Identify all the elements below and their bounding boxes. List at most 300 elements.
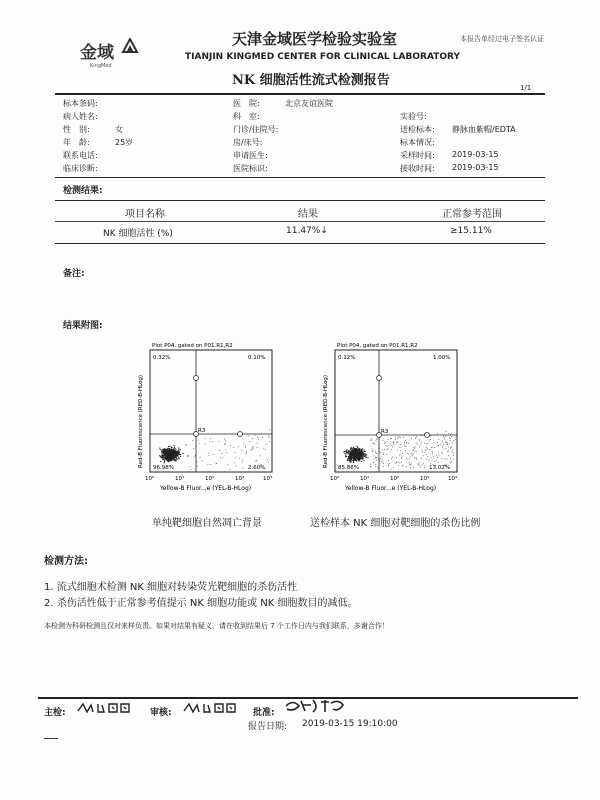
event-dot: [268, 435, 269, 436]
event-dot: [164, 461, 165, 462]
event-dot: [225, 449, 226, 450]
event-dot: [365, 454, 366, 455]
event-dot: [407, 453, 408, 454]
event-dot: [167, 455, 168, 456]
event-dot: [176, 454, 177, 455]
event-dot: [397, 450, 398, 451]
event-dot: [375, 451, 376, 452]
event-dot: [419, 439, 420, 440]
event-dot: [172, 453, 173, 454]
event-dot: [379, 460, 380, 461]
event-dot: [411, 438, 412, 439]
event-dot: [173, 445, 174, 446]
plot-1-gate-label: R3: [198, 428, 206, 434]
event-dot: [438, 445, 439, 446]
event-dot: [360, 454, 361, 455]
event-dot: [235, 457, 236, 458]
event-dot: [165, 449, 166, 450]
event-dot: [365, 456, 366, 457]
event-dot: [234, 447, 235, 448]
event-dot: [160, 456, 161, 457]
event-dot: [349, 451, 350, 452]
event-dot: [216, 463, 217, 464]
event-dot: [448, 455, 449, 456]
label-phone: 联系电话:: [63, 151, 98, 160]
event-dot: [242, 462, 243, 463]
event-dot: [345, 455, 346, 456]
event-dot: [391, 438, 392, 439]
event-dot: [363, 452, 364, 453]
label-clinic-no: 门诊/住院号:: [233, 125, 279, 134]
event-dot: [208, 464, 209, 465]
event-dot: [226, 440, 227, 441]
event-dot: [360, 457, 361, 458]
plot-1-tick-4: 10⁴: [263, 476, 273, 482]
event-dot: [408, 443, 409, 444]
event-dot: [224, 444, 225, 445]
event-dot: [388, 439, 389, 440]
event-dot: [411, 454, 412, 455]
event-dot: [416, 442, 417, 443]
event-dot: [378, 468, 379, 469]
event-dot: [162, 452, 163, 453]
event-dot: [187, 455, 188, 456]
plot-2-xlabel: Yellow-B Fluor...e (YEL-B-HLog): [345, 485, 437, 492]
event-dot: [222, 458, 223, 459]
event-dot: [432, 454, 433, 455]
event-dot: [393, 442, 394, 443]
event-dot: [391, 445, 392, 446]
event-dot: [210, 438, 211, 439]
event-dot: [380, 452, 381, 453]
event-dot: [433, 456, 434, 457]
event-dot: [433, 442, 434, 443]
value-sample-type: 静脉血紫帽/EDTA: [452, 125, 516, 134]
event-dot: [269, 429, 270, 430]
event-dot: [415, 451, 416, 452]
plot-1-tick-3: 10³: [235, 476, 245, 482]
event-dot: [208, 453, 209, 454]
plot-1-events: [159, 429, 270, 470]
event-dot: [161, 450, 162, 451]
event-dot: [265, 449, 266, 450]
event-dot: [453, 459, 454, 460]
event-dot: [238, 446, 239, 447]
event-dot: [375, 452, 376, 453]
event-dot: [167, 461, 168, 462]
event-dot: [252, 438, 253, 439]
approver-signature: [283, 697, 348, 715]
event-dot: [173, 455, 174, 456]
plot-1-handle-right: [238, 432, 243, 437]
event-dot: [242, 460, 243, 461]
event-dot: [441, 458, 442, 459]
flow-plot-2: [315, 340, 465, 505]
event-dot: [174, 447, 175, 448]
event-dot: [419, 441, 420, 442]
event-dot: [404, 442, 405, 443]
event-dot: [370, 466, 371, 467]
event-dot: [168, 458, 169, 459]
logo: [80, 38, 139, 69]
value-age: 25岁: [115, 138, 134, 147]
event-dot: [421, 445, 422, 446]
event-dot: [455, 439, 456, 440]
event-dot: [372, 451, 373, 452]
event-dot: [448, 450, 449, 451]
event-dot: [375, 457, 376, 458]
event-dot: [165, 452, 166, 453]
event-dot: [366, 454, 367, 455]
event-dot: [365, 451, 366, 452]
event-dot: [418, 465, 419, 466]
event-dot: [443, 436, 444, 437]
event-dot: [393, 444, 394, 445]
event-dot: [353, 447, 354, 448]
event-dot: [391, 469, 392, 470]
event-dot: [374, 444, 375, 445]
event-dot: [402, 453, 403, 454]
event-dot: [421, 442, 422, 443]
event-dot: [172, 450, 173, 451]
event-dot: [171, 447, 172, 448]
event-dot: [362, 451, 363, 452]
plot-2-title: Plot P04, gated on P01.R1,R2: [337, 343, 418, 349]
event-dot: [437, 457, 438, 458]
event-dot: [388, 465, 389, 466]
event-dot: [170, 454, 171, 455]
plot-1-tick-2: 10²: [205, 476, 215, 482]
event-dot: [426, 459, 427, 460]
event-dot: [428, 461, 429, 462]
report-date-label: 报告日期:: [248, 722, 288, 732]
event-dot: [219, 441, 220, 442]
event-dot: [351, 448, 352, 449]
event-dot: [441, 452, 442, 453]
event-dot: [384, 449, 385, 450]
event-dot: [424, 443, 425, 444]
event-dot: [446, 448, 447, 449]
event-dot: [355, 455, 356, 456]
event-dot: [397, 462, 398, 463]
event-dot: [353, 452, 354, 453]
event-dot: [431, 457, 432, 458]
reviewer-label: 审核:: [150, 708, 172, 718]
label-sample-status: 标本情况:: [400, 138, 435, 147]
event-dot: [344, 453, 345, 454]
results-section-label: 检测结果:: [63, 186, 103, 196]
event-dot: [199, 443, 200, 444]
event-dot: [364, 450, 365, 451]
event-dot: [180, 456, 181, 457]
event-dot: [451, 436, 452, 437]
event-dot: [180, 449, 181, 450]
event-dot: [202, 460, 203, 461]
event-dot: [380, 459, 381, 460]
event-dot: [349, 454, 350, 455]
label-bed-no: 房/床号:: [233, 138, 263, 147]
event-dot: [447, 459, 448, 460]
event-dot: [164, 460, 165, 461]
event-dot: [354, 449, 355, 450]
event-dot: [195, 455, 196, 456]
value-receive-time: 2019-03-15: [452, 163, 499, 172]
event-dot: [377, 467, 378, 468]
event-dot: [413, 449, 414, 450]
event-dot: [444, 438, 445, 439]
plot-2-tick-2: 10²: [390, 476, 400, 482]
event-dot: [445, 459, 446, 460]
event-dot: [175, 457, 176, 458]
event-dot: [426, 447, 427, 448]
event-dot: [176, 451, 177, 452]
event-dot: [443, 444, 444, 445]
event-dot: [241, 450, 242, 451]
event-dot: [406, 443, 407, 444]
event-dot: [383, 454, 384, 455]
event-dot: [390, 438, 391, 439]
event-dot: [177, 451, 178, 452]
report-date-value: 2019-03-15 19:10:00: [302, 719, 398, 729]
event-dot: [346, 452, 347, 453]
lab-title-cn: 天津金域医学检验实验室: [232, 30, 398, 48]
footer-mark: [44, 738, 58, 739]
plot-2-caption: 送检样本 NK 细胞对靶细胞的杀伤比例: [310, 518, 481, 529]
event-dot: [235, 465, 236, 466]
event-dot: [235, 452, 236, 453]
plot-2-tick-1: 10¹: [360, 476, 370, 482]
event-dot: [398, 465, 399, 466]
event-dot: [346, 453, 347, 454]
event-dot: [417, 436, 418, 437]
event-dot: [266, 444, 267, 445]
event-dot: [186, 445, 187, 446]
event-dot: [427, 448, 428, 449]
event-dot: [167, 452, 168, 453]
event-dot: [447, 444, 448, 445]
event-dot: [418, 463, 419, 464]
event-dot: [355, 451, 356, 452]
event-dot: [353, 451, 354, 452]
event-dot: [374, 456, 375, 457]
event-dot: [350, 449, 351, 450]
event-dot: [435, 461, 436, 462]
event-dot: [192, 440, 193, 441]
event-dot: [351, 457, 352, 458]
event-dot: [413, 447, 414, 448]
logo-text: 金域: [80, 43, 114, 63]
event-dot: [402, 456, 403, 457]
event-dot: [349, 457, 350, 458]
result-range: ≥15.11%: [450, 226, 492, 236]
event-dot: [176, 459, 177, 460]
event-dot: [258, 437, 259, 438]
event-dot: [230, 469, 231, 470]
event-dot: [160, 461, 161, 462]
event-dot: [450, 458, 451, 459]
event-dot: [400, 447, 401, 448]
event-dot: [364, 453, 365, 454]
event-dot: [173, 451, 174, 452]
event-dot: [348, 453, 349, 454]
event-dot: [400, 437, 401, 438]
event-dot: [450, 440, 451, 441]
event-dot: [353, 461, 354, 462]
event-dot: [453, 440, 454, 441]
plot-2-tick-4: 10⁴: [448, 476, 458, 482]
event-dot: [391, 458, 392, 459]
event-dot: [209, 455, 210, 456]
event-dot: [395, 463, 396, 464]
event-dot: [450, 447, 451, 448]
event-dot: [448, 447, 449, 448]
event-dot: [350, 452, 351, 453]
event-dot: [429, 449, 430, 450]
event-dot: [393, 468, 394, 469]
event-dot: [178, 458, 179, 459]
event-dot: [426, 449, 427, 450]
event-dot: [191, 469, 192, 470]
event-dot: [239, 458, 240, 459]
event-dot: [161, 453, 162, 454]
event-dot: [354, 458, 355, 459]
event-dot: [382, 459, 383, 460]
event-dot: [416, 438, 417, 439]
event-dot: [351, 461, 352, 462]
event-dot: [413, 467, 414, 468]
event-dot: [256, 461, 257, 462]
event-dot: [427, 443, 428, 444]
event-dot: [357, 450, 358, 451]
event-dot: [370, 464, 371, 465]
event-dot: [264, 448, 265, 449]
event-dot: [371, 467, 372, 468]
event-dot: [419, 463, 420, 464]
event-dot: [453, 453, 454, 454]
event-dot: [187, 456, 188, 457]
disclaimer: 本检测为科研检测且仅对来样负责。如果对结果有疑义，请在收到结果后 7 个工作日内与我们联系，多谢合作！: [44, 622, 389, 630]
event-dot: [398, 462, 399, 463]
col-range-header: 正常参考范围: [442, 209, 502, 220]
event-dot: [346, 451, 347, 452]
tester-label: 主检:: [44, 708, 66, 718]
event-dot: [352, 454, 353, 455]
event-dot: [230, 445, 231, 446]
event-dot: [358, 451, 359, 452]
event-dot: [252, 449, 253, 450]
plot-2-ylabel: Red-B Fluorescence (RED-B-HLog): [323, 374, 329, 468]
plot-2-q-lr: 13.02%: [429, 465, 450, 471]
results-bottom-rule: [55, 243, 545, 244]
plot-1-tick-1: 10¹: [175, 476, 185, 482]
event-dot: [412, 455, 413, 456]
event-dot: [396, 457, 397, 458]
method-item-2: 2. 杀伤活性低于正常参考值提示 NK 细胞功能或 NK 细胞数目的减低。: [44, 598, 358, 609]
event-dot: [444, 437, 445, 438]
event-dot: [383, 462, 384, 463]
event-dot: [169, 446, 170, 447]
event-dot: [168, 446, 169, 447]
event-dot: [353, 448, 354, 449]
event-dot: [375, 464, 376, 465]
event-dot: [349, 460, 350, 461]
event-dot: [346, 449, 347, 450]
event-dot: [267, 459, 268, 460]
figure-label: 结果附图:: [63, 321, 103, 331]
event-dot: [269, 441, 270, 442]
event-dot: [219, 450, 220, 451]
tester-signature: [76, 700, 131, 716]
event-dot: [446, 440, 447, 441]
results-header-rule: [55, 221, 545, 222]
event-dot: [164, 462, 165, 463]
event-dot: [406, 466, 407, 467]
event-dot: [449, 437, 450, 438]
event-dot: [168, 448, 169, 449]
event-dot: [252, 446, 253, 447]
event-dot: [420, 467, 421, 468]
event-dot: [169, 451, 170, 452]
event-dot: [256, 460, 257, 461]
event-dot: [405, 440, 406, 441]
event-dot: [437, 433, 438, 434]
event-dot: [413, 450, 414, 451]
event-dot: [163, 450, 164, 451]
event-dot: [345, 456, 346, 457]
event-dot: [165, 450, 166, 451]
event-dot: [182, 453, 183, 454]
event-dot: [200, 457, 201, 458]
event-dot: [447, 451, 448, 452]
event-dot: [376, 453, 377, 454]
event-dot: [171, 448, 172, 449]
plot-1-q-ul: 0.32%: [153, 355, 171, 361]
event-dot: [360, 450, 361, 451]
event-dot: [426, 443, 427, 444]
event-dot: [427, 456, 428, 457]
event-dot: [410, 456, 411, 457]
event-dot: [171, 456, 172, 457]
event-dot: [388, 465, 389, 466]
event-dot: [437, 442, 438, 443]
method-label: 检测方法:: [44, 556, 88, 567]
event-dot: [178, 448, 179, 449]
event-dot: [356, 450, 357, 451]
event-dot: [384, 442, 385, 443]
event-dot: [258, 439, 259, 440]
event-dot: [169, 449, 170, 450]
value-hospital: 北京友谊医院: [285, 99, 333, 108]
event-dot: [388, 448, 389, 449]
event-dot: [348, 459, 349, 460]
event-dot: [357, 446, 358, 447]
event-dot: [260, 455, 261, 456]
event-dot: [356, 460, 357, 461]
plot-2-q-ll: 85.86%: [338, 465, 359, 471]
event-dot: [430, 463, 431, 464]
event-dot: [353, 455, 354, 456]
event-dot: [350, 462, 351, 463]
event-dot: [430, 439, 431, 440]
event-dot: [372, 449, 373, 450]
results-top-rule: [55, 200, 545, 201]
event-dot: [257, 443, 258, 444]
event-dot: [409, 462, 410, 463]
event-dot: [222, 453, 223, 454]
event-dot: [343, 451, 344, 452]
info-rule: [55, 177, 545, 178]
event-dot: [377, 438, 378, 439]
